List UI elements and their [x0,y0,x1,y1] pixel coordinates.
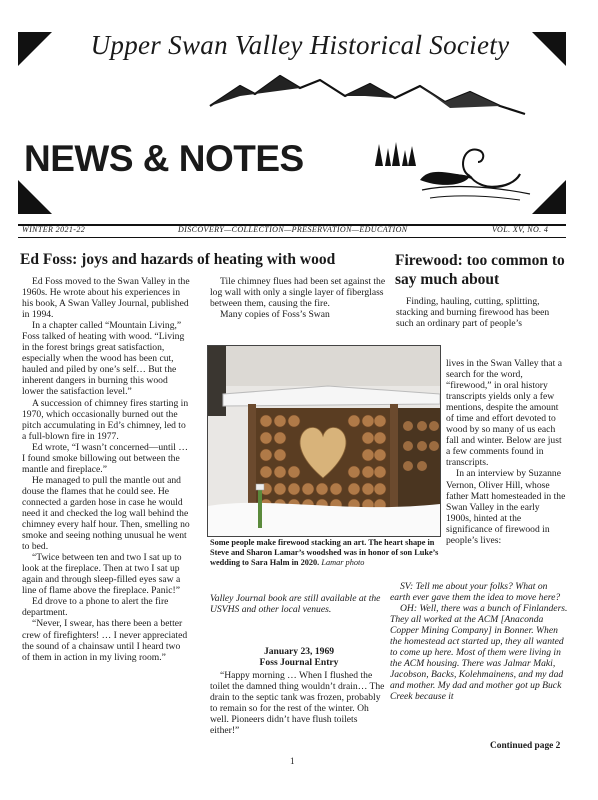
firewood-interview [390,581,568,703]
society-name: Upper Swan Valley Historical Society [90,30,510,60]
paragraph: “Never, I swear, has there been a better crew of firefighters! … I never appreciated the sound of a chainsaw until I heard two of them in action in my living room.” [22,618,188,663]
photo-credit: Lamar photo [321,558,365,567]
paragraph: lives in the Swan Valley that a search for the word, “firewood,” in oral history transcripts yields only a few mentions, despite the amount of time and effort devoted to wood by so many of us each fall and winter. Below are just a few comments found in transcripts. [446,358,562,469]
paragraph: Ed Foss moved to the Swan Valley in the 1960s. He wrote about his experiences in his book, A Swan Valley Journal, published in 1994. [22,276,190,321]
firewood-narrow-column [446,358,566,546]
continued-note: Continued page 2 [490,741,561,751]
corner-triangle-top-left [18,32,52,66]
paragraph: In a chapter called “Mountain Living,” Foss talked of heating with wood. “Living in the forest brings great satisfaction, especially when the wood has been cut, hauled and piled by one’s self… But the inherent dangers in burning this wood lower the satisfaction level.” [22,320,185,398]
article-headline-firewood: Firewood: too common to say much about [395,252,565,288]
article-column-2-after-photo [210,593,388,615]
interview-answer: OH: Well, there was a bunch of Finlanders. They all worked at the ACM [Anaconda Copper Mining Company] in Bonner. When the homestead act started up, they all wanted to come up here. Most of them were living in the ACM housing. There was Jalmar Maki, Jacobson, Backs, Kolehmainens, and my dad and mother. My dad and mother got up Buck Creek because it [390,603,568,703]
newsletter-title: NEWS & NOTES [24,138,304,179]
interview-question: SV: Tell me about your folks? What on earth ever gave them the idea to move here? [390,581,561,604]
page-number: 1 [290,756,295,766]
book-title-continuation: Valley Journal book are still available at the USVHS and other local venues. [210,593,381,616]
corner-triangle-bottom-left [18,180,52,214]
issue-date: WINTER 2021-22 [22,225,86,234]
article-headline-foss: Ed Foss: joys and hazards of heating with wood [20,251,336,268]
paragraph: Many copies of Foss’s Swan [220,309,330,321]
woodshed-photo [207,345,441,537]
firewood-intro [396,296,566,329]
paragraph: He managed to pull the mantle out and douse the flames that he could see. He connected a garden hose in case he would need it and checked the log wall behind the chimney every half hour. Then, smelling no smoke and seeing nothing unusual he went to bed. [22,474,190,553]
photo-caption-text: Some people make firewood stacking an art. The heart shape in Steve and Sharon Lamar’s woodshed was in honor of son Luke’s wedding to Sara Halm in 2020. [210,538,439,567]
paragraph: A succession of chimney fires starting in 1970, which occasionally burned out the pitch accumulating in Ed’s chimney, led to a full-blown fire in 1977. [22,397,189,442]
article-column-1 [22,276,190,663]
volume-number: VOL. XV, NO. 4 [492,225,549,234]
paragraph: Ed wrote, “I wasn’t concerned—until … I found smoke billowing out between the mantle and fireplace.” [22,441,188,475]
journal-entry-date: January 23, 1969 [263,646,335,657]
photo-caption [210,538,440,568]
paragraph [210,593,388,615]
journal-entry-heading [210,646,388,668]
paragraph: “Happy morning … When I flushed the toilet the damned thing wouldn’t drain… The drain to the septic tank was frozen, probably to remain so for the rest of the winter. Oh well. Pioneers didn’t have flush toilets either!” [210,670,385,737]
paragraph: Ed drove to a phone to alert the fire department. [22,596,169,619]
woodshed-photo-illustration [208,346,440,536]
paragraph: In an interview by Suzanne Vernon, Oliver Hill, whose father Matt homesteaded in the Swan Valley in the early 1900s, hinted at the significance of firewood in people’s lives: [446,468,566,546]
paragraph: Tile chimney flues had been set against the log wall with only a single layer of fiberglass between them, causing the fire. [210,276,386,310]
article-column-2-top [210,276,388,320]
paragraph: Finding, hauling, cutting, splitting, stacking and burning firewood has been such an ordinary part of people’s [396,296,550,330]
journal-entry-text [210,670,388,736]
society-motto: DISCOVERY—COLLECTION—PRESERVATION—EDUCATION [178,225,408,234]
paragraph: “Twice between ten and two I sat up to look at the fireplace. Then at two I sat up again and through sleep-filled eyes saw a line of flame above the fireplace. Panic!” [22,552,182,597]
journal-entry-title: Foss Journal Entry [259,657,339,668]
masthead-rule-bottom [18,237,566,238]
